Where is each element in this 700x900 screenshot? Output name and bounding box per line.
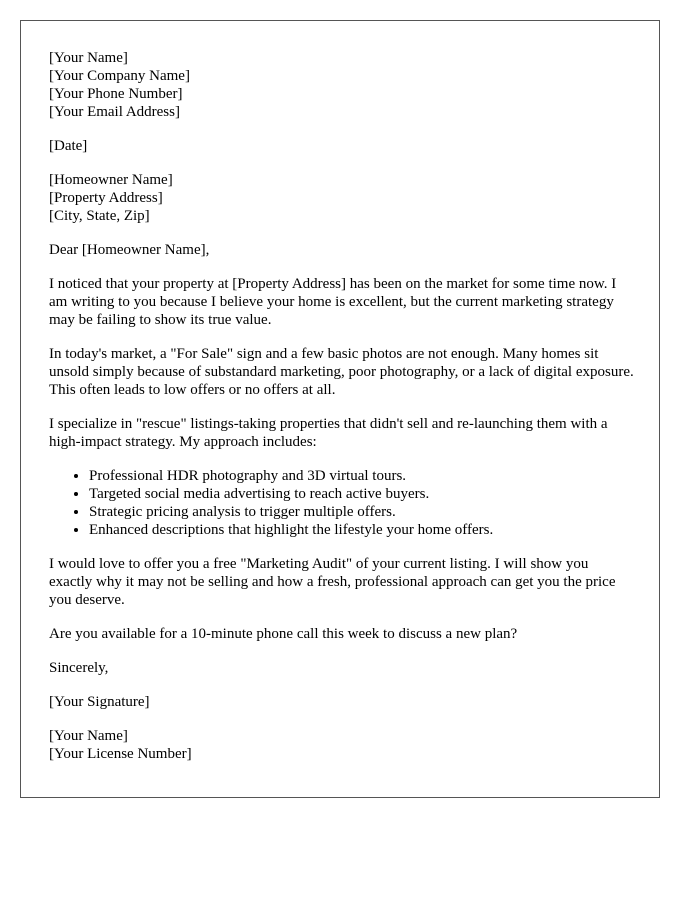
recipient-address: [Property Address] (49, 190, 163, 206)
sender-block (49, 49, 635, 121)
letter-frame (20, 20, 660, 798)
letter-body (49, 49, 635, 779)
letter-date: [Date] (49, 138, 88, 154)
list-item: • Strategic pricing analysis to trigger multiple offers. (89, 503, 635, 521)
paragraph-market: In today's market, a "For Sale" sign and a few basic photos are not enough. Many homes sit unsold simply because of substandard marketing, poor photography, or a lack of digital exposure. This often leads to low offers or no offers at all. (49, 346, 634, 398)
approach-list (49, 467, 635, 539)
date-block (49, 137, 635, 155)
paragraph-specialize: I specialize in "rescue" listings-taking properties that didn't sell and re-launching them with a high-impact strategy. My approach includes: (49, 416, 608, 450)
list-item: • Targeted social media advertising to reach active buyers. (89, 485, 635, 503)
recipient-name: [Homeowner Name] (49, 172, 173, 188)
sender-email: [Your Email Address] (49, 104, 180, 120)
salutation: Dear [Homeowner Name], (49, 242, 210, 258)
recipient-block (49, 171, 635, 225)
paragraph-offer: I would love to offer you a free "Marketing Audit" of your current listing. I will show you exactly why it may not be selling and how a fresh, professional approach can get you the price you deserve. (49, 556, 616, 608)
signature: [Your Signature] (49, 694, 150, 710)
sender-company: [Your Company Name] (49, 68, 190, 84)
signoff-license: [Your License Number] (49, 746, 192, 762)
list-item: • Professional HDR photography and 3D virtual tours. (89, 467, 635, 485)
recipient-city-state-zip: [City, State, Zip] (49, 208, 150, 224)
sender-phone: [Your Phone Number] (49, 86, 183, 102)
paragraph-call: Are you available for a 10-minute phone call this week to discuss a new plan? (49, 626, 518, 642)
signoff-name: [Your Name] (49, 728, 128, 744)
list-item: • Enhanced descriptions that highlight the lifestyle your home offers. (89, 521, 635, 539)
signoff-block (49, 727, 635, 763)
sender-name: [Your Name] (49, 50, 128, 66)
closing: Sincerely, (49, 660, 109, 676)
paragraph-intro: I noticed that your property at [Property Address] has been on the market for some time now. I am writing to you because I believe your home is excellent, but the current marketing strategy may be failing to show its true value. (49, 276, 617, 328)
